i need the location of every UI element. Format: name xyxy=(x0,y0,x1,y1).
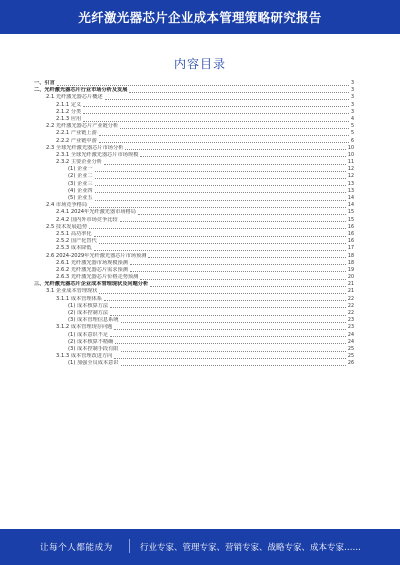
toc-entry-page: 21 xyxy=(347,282,354,288)
toc-entry[interactable] xyxy=(34,209,354,216)
toc-leader-dots xyxy=(129,92,349,93)
toc-entry-page: 23 xyxy=(347,318,354,324)
toc-entry-page: 15 xyxy=(347,210,354,216)
toc-entry-label: (3) 成本控制手段有限 xyxy=(68,345,119,352)
toc-entry[interactable] xyxy=(34,195,354,202)
toc-entry-label: 2.4.1 2024年光纤激光器市场格局 xyxy=(56,209,136,216)
toc-entry[interactable] xyxy=(34,102,354,109)
toc-entry-label: 2.5 技术发展趋势 xyxy=(46,223,88,230)
toc-entry[interactable] xyxy=(34,166,354,173)
toc-entry[interactable] xyxy=(34,202,354,209)
toc-entry[interactable] xyxy=(34,159,354,166)
toc-leader-dots xyxy=(130,264,346,265)
toc-entry-page: 14 xyxy=(347,203,354,209)
toc-leader-dots xyxy=(99,135,349,136)
toc-entry-page: 3 xyxy=(350,109,354,115)
toc-leader-dots xyxy=(125,149,346,150)
toc-entry[interactable] xyxy=(34,181,354,188)
toc-entry-page: 25 xyxy=(347,354,354,360)
toc-entry-label: 2.2.1 产业链上游 xyxy=(56,130,97,137)
toc-entry-label: 3.1.1 成本管理体系 xyxy=(56,295,102,302)
toc-entry-label: 2.1.3 应用 xyxy=(56,115,82,122)
toc-leader-dots xyxy=(99,243,346,244)
toc-entry-page: 22 xyxy=(347,296,354,302)
toc-leader-dots xyxy=(121,365,346,366)
toc-entry[interactable] xyxy=(34,87,354,94)
toc-entry[interactable] xyxy=(34,138,354,145)
toc-leader-dots xyxy=(114,358,346,359)
report-title: 光纤激光器芯片企业成本管理策略研究报告 xyxy=(78,10,322,25)
toc-leader-dots xyxy=(110,336,346,337)
toc-leader-dots xyxy=(95,192,346,193)
toc-entry-page: 12 xyxy=(347,167,354,173)
footer-tagline: 行业专家、管理专家、营销专家、战略专家、成本专家…… xyxy=(140,543,362,553)
toc-entry-label: (1) 成本核算方法 xyxy=(68,302,109,309)
toc-entry-page: 21 xyxy=(347,289,354,295)
toc-leader-dots xyxy=(95,178,346,179)
toc-leader-dots xyxy=(95,185,346,186)
toc-entry[interactable] xyxy=(34,238,354,245)
toc-leader-dots xyxy=(105,99,349,100)
page-header xyxy=(0,0,400,34)
toc-entry-page: 3 xyxy=(350,81,354,86)
toc-entry-page: 3 xyxy=(350,88,354,94)
toc-entry[interactable] xyxy=(34,346,354,353)
footer-slogan: 让每个人都能成为 xyxy=(40,543,113,553)
toc-entry-label: 2.1 光纤激光器芯片概述 xyxy=(46,94,103,101)
toc-entry[interactable] xyxy=(34,324,354,331)
toc-entry[interactable] xyxy=(34,339,354,346)
toc-entry-label: (1) 企业一 xyxy=(68,166,93,173)
toc-entry-label: (3) 企业三 xyxy=(68,180,93,187)
toc-entry-page: 25 xyxy=(347,346,354,352)
toc-entry[interactable] xyxy=(34,123,354,130)
toc-entry-page: 22 xyxy=(347,303,354,309)
toc-leader-dots xyxy=(121,351,346,352)
toc-leader-dots xyxy=(94,250,346,251)
toc-entry-label: (2) 成本核算不精确 xyxy=(68,338,114,345)
toc-leader-dots xyxy=(140,156,346,157)
toc-entry-label: (2) 企业二 xyxy=(68,173,93,180)
toc-entry-page: 15 xyxy=(347,217,354,223)
toc-entry-page: 18 xyxy=(347,253,354,259)
toc-entry-label: 2.2 光纤激光器芯片产业链分析 xyxy=(46,123,119,130)
toc-entry-label: 2.5.1 高功率化 xyxy=(56,230,92,237)
toc-entry-page: 14 xyxy=(347,196,354,201)
toc-leader-dots xyxy=(104,164,346,165)
toc-leader-dots xyxy=(121,322,346,323)
toc-entry-label: 2.1.1 定义 xyxy=(56,101,82,108)
page-footer xyxy=(0,529,400,565)
toc-leader-dots xyxy=(95,171,346,172)
toc-entry[interactable] xyxy=(34,332,354,339)
toc-entry[interactable] xyxy=(34,130,354,137)
toc-entry-label: 2.4.2 国内外市场竞争比较 xyxy=(56,216,118,223)
toc-leader-dots xyxy=(95,200,346,201)
toc-entry[interactable] xyxy=(34,310,354,317)
toc-leader-dots xyxy=(89,228,346,229)
toc-leader-dots xyxy=(99,142,349,143)
toc-leader-dots xyxy=(89,207,346,208)
toc-entry-page: 5 xyxy=(350,124,354,130)
toc-entry-page: 17 xyxy=(347,246,354,252)
toc-entry-label: 2.6.1 光纤激光器市场规模预测 xyxy=(56,259,128,266)
toc-entry[interactable] xyxy=(34,224,354,231)
footer-divider xyxy=(129,539,130,553)
toc-entry-label: 2.2.2 产业链中游 xyxy=(56,137,97,144)
toc-leader-dots xyxy=(83,113,349,114)
toc-entry-label: (2) 成本控制方法 xyxy=(68,310,109,316)
toc-entry-page: 10 xyxy=(347,145,354,151)
toc-entry[interactable] xyxy=(34,303,354,310)
toc-entry-page: 12 xyxy=(347,174,354,180)
toc-entry-label: (3) 成本管理信息系统 xyxy=(68,317,119,324)
toc-entry[interactable] xyxy=(34,360,354,367)
toc-entry[interactable] xyxy=(34,274,354,281)
toc-entry[interactable] xyxy=(34,94,354,101)
table-of-contents xyxy=(34,80,354,368)
toc-entry-page: 3 xyxy=(350,95,354,101)
toc-entry[interactable] xyxy=(34,260,354,267)
toc-entry-label: 2.3.1 全球光纤激光器芯片市场规模 xyxy=(56,151,139,158)
toc-entry-page: 11 xyxy=(347,160,354,166)
toc-entry-page: 20 xyxy=(347,275,354,281)
toc-leader-dots xyxy=(114,329,346,330)
toc-entry-label: 三、光纤激光器芯片企业成本管理现状及问题分析 xyxy=(34,281,149,288)
toc-leader-dots xyxy=(94,236,346,237)
toc-entry-page: 5 xyxy=(350,131,354,137)
toc-entry-label: 二、光纤激光器芯片行业市场分析及发展 xyxy=(34,87,128,94)
toc-entry-page: 10 xyxy=(347,152,354,158)
toc-entry-page: 4 xyxy=(350,116,354,122)
toc-entry-label: 2.4 市场竞争格局 xyxy=(46,202,88,209)
toc-entry[interactable] xyxy=(34,116,354,123)
toc-entry[interactable] xyxy=(34,245,354,252)
toc-leader-dots xyxy=(148,257,345,258)
toc-entry-page: 18 xyxy=(347,260,354,266)
toc-entry[interactable] xyxy=(34,296,354,303)
toc-entry-label: 3.1 企业成本管理现状 xyxy=(46,288,98,295)
toc-leader-dots xyxy=(120,128,349,129)
toc-leader-dots xyxy=(99,293,345,294)
toc-heading: 内容目录 xyxy=(173,57,226,71)
toc-entry-page: 13 xyxy=(347,188,354,194)
toc-entry-page: 16 xyxy=(347,231,354,237)
toc-entry[interactable] xyxy=(34,253,354,260)
toc-entry[interactable] xyxy=(34,217,354,224)
toc-leader-dots xyxy=(120,221,346,222)
toc-entry-label: 2.6.3 光纤激光器芯片价格走势预测 xyxy=(56,274,139,281)
toc-entry-page: 13 xyxy=(347,181,354,187)
toc-entry-label: 2.6 2024-2029年光纤激光器芯片市场预测 xyxy=(46,252,147,259)
toc-entry[interactable] xyxy=(34,353,354,360)
toc-entry-label: 3.1.2 成本管理现存问题 xyxy=(56,324,113,331)
toc-entry-label: 2.6.2 光纤激光器芯片需求预测 xyxy=(56,266,128,273)
toc-entry[interactable] xyxy=(34,317,354,324)
toc-entry[interactable] xyxy=(34,288,354,295)
toc-entry[interactable] xyxy=(34,267,354,274)
toc-leader-dots xyxy=(130,271,346,272)
toc-leader-dots xyxy=(104,300,346,301)
toc-leader-dots xyxy=(110,315,346,316)
toc-leader-dots xyxy=(115,343,346,344)
toc-entry-page: 16 xyxy=(347,224,354,230)
toc-leader-dots xyxy=(83,121,349,122)
toc-entry-page: 24 xyxy=(347,339,354,345)
toc-entry[interactable] xyxy=(34,109,354,116)
toc-entry[interactable] xyxy=(34,281,354,288)
toc-entry-page: 22 xyxy=(347,311,354,316)
toc-entry[interactable] xyxy=(34,145,354,152)
toc-entry-page: 23 xyxy=(347,325,354,331)
toc-leader-dots xyxy=(57,85,349,86)
toc-entry-page: 3 xyxy=(350,102,354,108)
toc-entry-label: 2.1.2 分类 xyxy=(56,108,82,115)
toc-entry-page: 24 xyxy=(347,332,354,338)
toc-entry[interactable] xyxy=(34,231,354,238)
toc-leader-dots xyxy=(83,106,349,107)
toc-entry-label: 2.3 全球光纤激光器芯片市场分析 xyxy=(46,144,124,151)
toc-entry-label: 2.5.3 成本降低 xyxy=(56,245,92,252)
toc-entry-label: 2.3.2 主要企业分析 xyxy=(56,159,102,166)
toc-entry-page: 26 xyxy=(347,361,354,367)
toc-leader-dots xyxy=(140,279,346,280)
toc-entry-label: 一、引言 xyxy=(34,80,55,86)
toc-entry-page: 16 xyxy=(347,239,354,245)
toc-entry-page: 6 xyxy=(350,138,354,144)
toc-entry[interactable] xyxy=(34,173,354,180)
toc-entry-label: (5) 企业五 xyxy=(68,195,93,201)
toc-entry[interactable] xyxy=(34,80,354,87)
toc-entry-label: (1) 成本意识不足 xyxy=(68,331,109,338)
toc-entry[interactable] xyxy=(34,152,354,159)
toc-entry-label: (1) 加强全员成本意识 xyxy=(68,360,119,367)
toc-entry-label: (4) 企业四 xyxy=(68,187,93,194)
toc-entry-page: 19 xyxy=(347,267,354,273)
toc-leader-dots xyxy=(150,286,346,287)
toc-entry[interactable] xyxy=(34,188,354,195)
toc-leader-dots xyxy=(138,214,346,215)
toc-entry-label: 2.5.2 国产化替代 xyxy=(56,238,97,245)
toc-leader-dots xyxy=(110,307,346,308)
toc-entry-label: 3.1.3 成本管理改进方向 xyxy=(56,353,113,360)
